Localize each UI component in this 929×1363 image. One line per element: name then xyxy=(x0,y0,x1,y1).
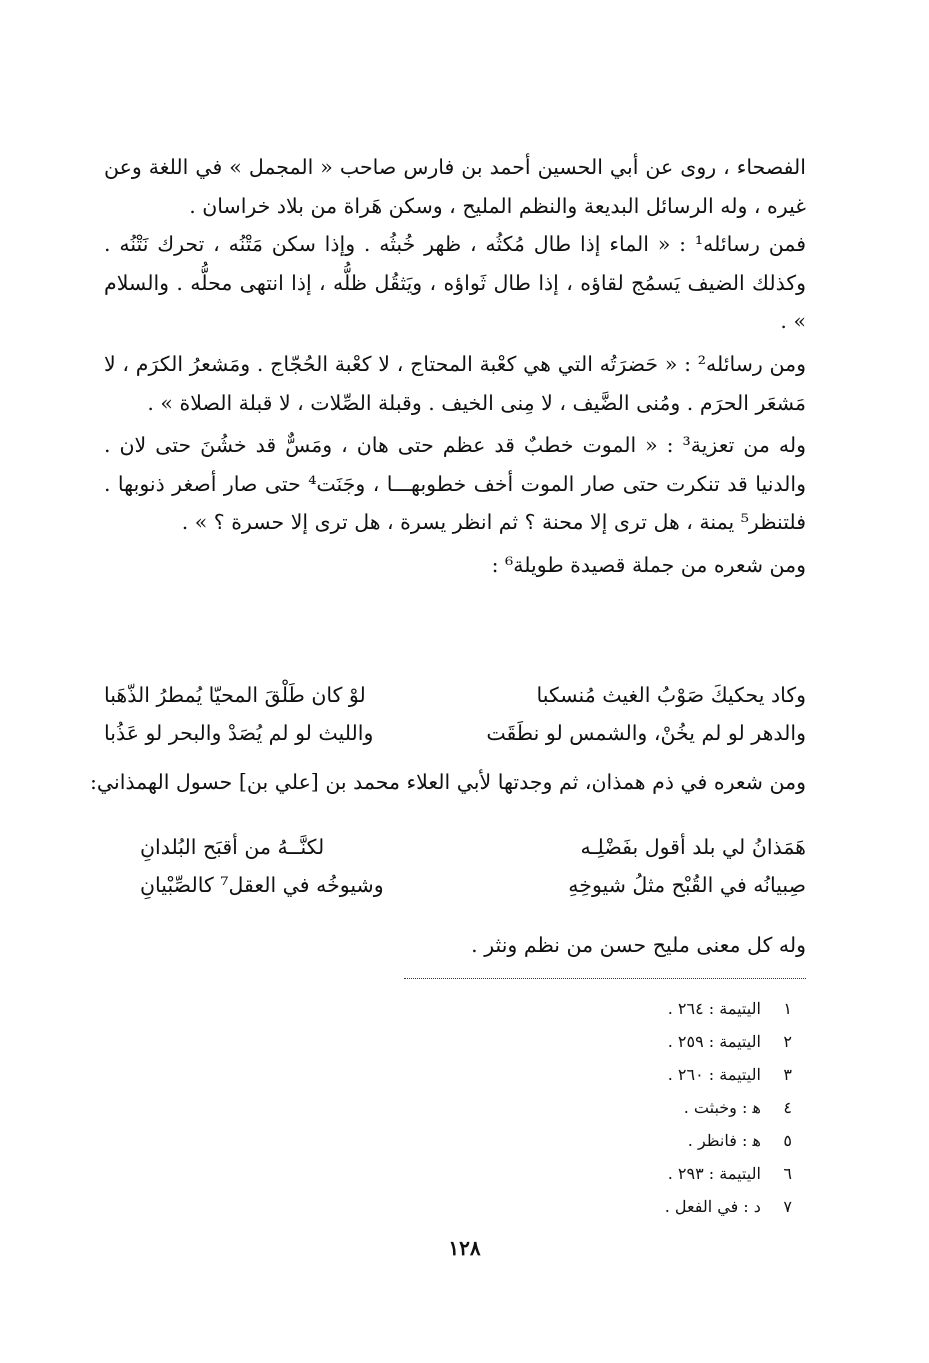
footnote-text: د : في الفعل . xyxy=(664,1197,761,1216)
verse-second-hemistich: لكنَّــهُ من أقبَح البُلدانِ xyxy=(140,835,325,859)
footnote-number: ٦ xyxy=(783,1164,792,1183)
page-number: ١٢٨ xyxy=(448,1236,481,1260)
footnotes-list xyxy=(665,992,792,1223)
footnote-text: ﻫ : فانظر . xyxy=(687,1131,761,1150)
footnote-text: ﻫ : وخبثت . xyxy=(683,1098,761,1117)
footnote-separator xyxy=(404,978,806,979)
footnote-number: ٣ xyxy=(783,1065,792,1084)
paragraph-letter-1: فمن رسائله¹ : « الماء إذا طال مُكثُه ، ظهر خُبثُه . وإذا سكن مَتْنُه ، تحرك نَتْنُه . وكذلك الضيف يَسمُج لقاؤه ، إذا طال ثَواؤه ، ويَثقُل ظلُّه ، إذا انتهى محلُّه . والسلام » . xyxy=(104,232,807,334)
footnote-number: ٤ xyxy=(783,1098,792,1117)
verse-first-hemistich: صِبيانُه في القُبْح مثلُ شيوخِهِ xyxy=(568,873,806,897)
paragraph-condolence: وله من تعزية³ : « الموت خطبٌ قد عظم حتى هان ، ومَسٌّ قد خشُنَ حتى لان . والدنيا قد تنكرت حتى صار الموت أخف خطوبهـــا ، وجَنَت⁴ حتى صار أصغر ذنوبها . فلتنظر⁵ يمنة ، هل ترى إلا محنة ؟ ثم انظر يسرة ، هل ترى إلا حسرة ؟ » . xyxy=(104,433,806,535)
verse-line xyxy=(140,828,806,866)
closing-line: وله كل معنى مليح حسن من نظم ونثر . xyxy=(471,933,806,957)
footnote-text: اليتيمة : ٢٦٠ . xyxy=(667,1065,761,1084)
verse-line xyxy=(104,676,806,714)
verse-second-hemistich: وشيوخُه في العقل⁷ كالصِّبْيانِ xyxy=(140,873,384,897)
footnote xyxy=(665,1025,792,1058)
footnote xyxy=(665,1124,792,1157)
verse-second-hemistich: لوْ كان طَلْقَ المحيّا يُمطرُ الذّهَبا xyxy=(104,683,366,707)
paragraph-poem-intro: ومن شعره من جملة قصيدة طويلة⁶ : xyxy=(491,552,806,577)
footnote-number: ٢ xyxy=(783,1032,792,1051)
footnote-text: اليتيمة : ٢٥٩ . xyxy=(667,1032,761,1051)
verse-first-hemistich: هَمَذانُ لي بلد أقول بفَضْلِـه xyxy=(580,835,806,859)
footnote-text: اليتيمة : ٢٦٤ . xyxy=(667,999,761,1018)
poem-block-praise xyxy=(104,676,806,752)
footnote-number: ١ xyxy=(783,999,792,1018)
verse-first-hemistich: والدهر لو لم يخُنْ، والشمس لو نطَقَت xyxy=(486,721,806,745)
verse-line xyxy=(140,866,806,904)
footnote xyxy=(665,1190,792,1223)
footnote-text: اليتيمة : ٢٩٣ . xyxy=(667,1164,761,1183)
verse-line xyxy=(104,714,806,752)
footnote xyxy=(665,992,792,1025)
footnote-number: ٥ xyxy=(783,1131,792,1150)
footnote xyxy=(665,1091,792,1124)
verse-second-hemistich: والليث لو لم يُصَدْ والبحر لو عَذُبا xyxy=(104,721,374,745)
footnote-number: ٧ xyxy=(783,1197,792,1216)
footnote xyxy=(665,1058,792,1091)
paragraph-letter-2: ومن رسائله² : « حَضرَتُه التي هي كعْبة المحتاج ، لا كعْبة الحُجّاج . ومَشعرُ الكرَم ، لا مَشعَر الحرَم . ومُنى الضَّيف ، لا مِنى الخيف . وقبلة الصِّلات ، لا قبلة الصلاة » . xyxy=(104,351,806,415)
hamadhan-poem-intro: ومن شعره في ذم همذان، ثم وجدتها لأبي العلاء محمد بن [علي بن] حسول الهمذاني: xyxy=(90,770,806,794)
footnote xyxy=(665,1157,792,1190)
paragraph-intro: الفصحاء ، روى عن أبي الحسين أحمد بن فارس صاحب « المجمل » في اللغة وعن غيره ، وله الرسائل البديعة والنظم المليح ، وسكن هَراة من بلاد خراسان . xyxy=(104,155,806,218)
poem-block-hamadhan xyxy=(140,828,806,904)
verse-first-hemistich: وكاد يحكيكَ صَوْبُ الغيث مُنسكبا xyxy=(536,683,806,707)
main-text xyxy=(104,148,806,585)
